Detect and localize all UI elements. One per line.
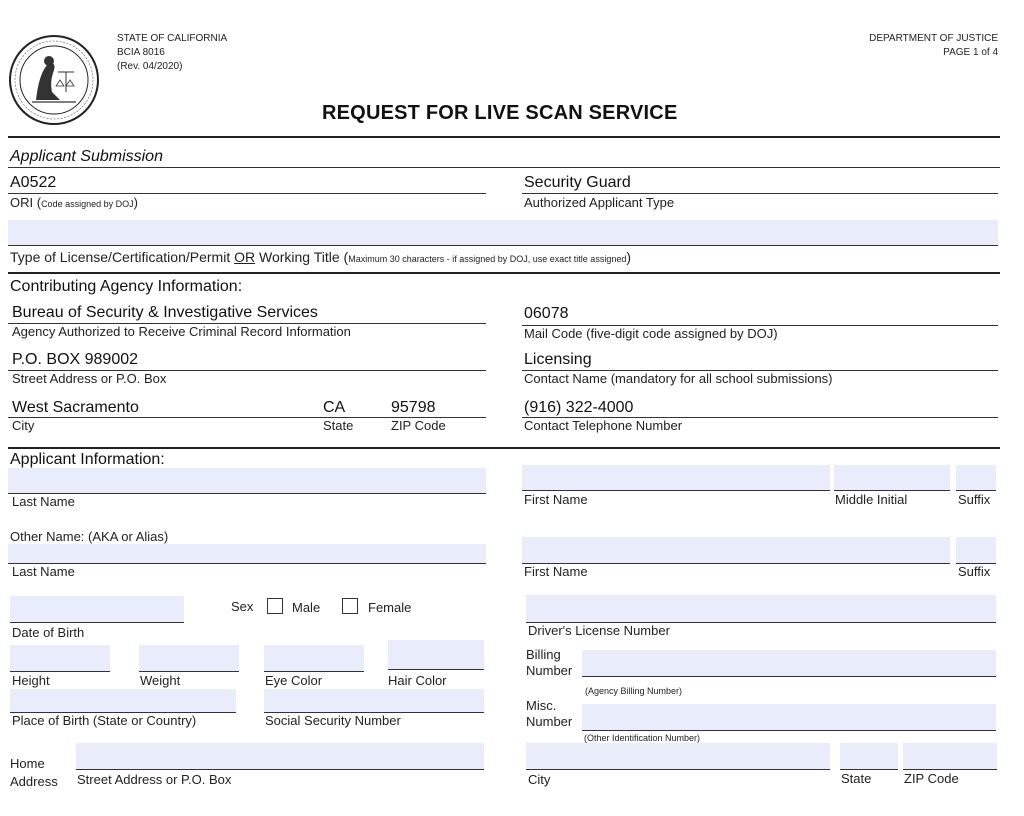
- home-zip-input[interactable]: [903, 743, 997, 770]
- ori-underline: [8, 193, 486, 194]
- place-of-birth-label: Place of Birth (State or Country): [12, 713, 197, 728]
- last-name-label: Last Name: [12, 494, 75, 509]
- contact-value[interactable]: Licensing: [524, 351, 592, 368]
- license-title-label: [10, 249, 631, 265]
- contact-label: Contact Name (mandatory for all school submissions): [524, 371, 833, 386]
- height-label: Height: [12, 673, 50, 688]
- height-input[interactable]: [10, 645, 110, 672]
- billing-number-input[interactable]: [582, 650, 996, 677]
- applicant-type-label: Authorized Applicant Type: [524, 195, 675, 210]
- female-checkbox[interactable]: [342, 598, 358, 614]
- ori-label-note: Code assigned by DOJ: [41, 199, 134, 209]
- sex-label: Sex: [231, 599, 254, 614]
- eye-color-input[interactable]: [264, 645, 364, 672]
- license-label-text-b: Working Title (: [255, 249, 349, 265]
- male-label: Male: [292, 600, 321, 615]
- page-number: PAGE 1 of 4: [943, 47, 998, 58]
- billing-label-line1: Billing: [526, 647, 561, 662]
- aka-last-name-input[interactable]: [8, 544, 486, 564]
- state-name: STATE OF CALIFORNIA: [117, 33, 228, 44]
- billing-label-line2: Number: [526, 663, 573, 678]
- dob-input[interactable]: [10, 596, 184, 623]
- billing-note: (Agency Billing Number): [585, 686, 683, 696]
- agency-label: Agency Authorized to Receive Criminal Record Information: [12, 324, 351, 339]
- zip-label: ZIP Code: [391, 418, 446, 433]
- city-label: City: [12, 418, 35, 433]
- home-zip-label: ZIP Code: [904, 771, 959, 786]
- license-title-input[interactable]: [8, 220, 998, 246]
- suffix-label: Suffix: [958, 492, 991, 507]
- hair-color-input[interactable]: [388, 640, 484, 670]
- eye-color-label: Eye Color: [265, 673, 323, 688]
- home-address-label: [10, 755, 58, 791]
- section-applicant-submission: Applicant Submission: [10, 148, 163, 165]
- license-label-or: OR: [234, 249, 256, 265]
- home-state-label: State: [841, 771, 872, 786]
- misc-note: (Other Identification Number): [584, 733, 701, 743]
- home-label-line1: Home: [10, 756, 45, 771]
- aka-suffix-input[interactable]: [956, 537, 996, 564]
- home-street-input[interactable]: [76, 743, 484, 770]
- female-label: Female: [368, 600, 412, 615]
- state-value[interactable]: CA: [323, 399, 346, 416]
- applicant-type-value[interactable]: Security Guard: [524, 174, 631, 191]
- license-label-close: ): [626, 249, 632, 265]
- ori-label: [10, 195, 138, 210]
- middle-initial-label: Middle Initial: [835, 492, 908, 507]
- city-value[interactable]: West Sacramento: [12, 399, 139, 416]
- ssn-label: Social Security Number: [265, 713, 401, 728]
- header-right: [869, 32, 998, 60]
- license-label-text: Type of License/Certification/Permit: [10, 249, 235, 265]
- street-label: Street Address or P.O. Box: [12, 371, 167, 386]
- street-value[interactable]: P.O. BOX 989002: [12, 351, 139, 368]
- middle-initial-input[interactable]: [834, 465, 950, 491]
- header-left: [117, 32, 227, 74]
- home-street-label: Street Address or P.O. Box: [77, 772, 232, 787]
- divider: [8, 447, 1000, 449]
- agency-value[interactable]: Bureau of Security & Investigative Services: [12, 304, 318, 321]
- divider: [8, 272, 1000, 274]
- misc-label-line2: Number: [526, 714, 573, 729]
- ori-value[interactable]: A0522: [10, 174, 57, 191]
- form-title: REQUEST FOR LIVE SCAN SERVICE: [322, 102, 678, 124]
- misc-label: [526, 698, 572, 730]
- form-number: BCIA 8016: [117, 47, 165, 58]
- home-city-input[interactable]: [526, 743, 830, 770]
- place-of-birth-input[interactable]: [10, 689, 236, 713]
- state-label: State: [323, 418, 354, 433]
- male-checkbox[interactable]: [267, 598, 283, 614]
- ori-label-close: ): [133, 195, 138, 210]
- weight-input[interactable]: [139, 645, 239, 672]
- department-name: DEPARTMENT OF JUSTICE: [869, 33, 998, 44]
- misc-label-line1: Misc.: [526, 698, 557, 713]
- state-seal-image: [8, 34, 100, 126]
- first-name-label: First Name: [524, 492, 588, 507]
- billing-label: [526, 647, 572, 679]
- section-contributing-agency: Contributing Agency Information:: [10, 278, 243, 295]
- phone-label: Contact Telephone Number: [524, 418, 683, 433]
- form-revision: (Rev. 04/2020): [117, 61, 183, 72]
- aka-suffix-label: Suffix: [958, 564, 991, 579]
- home-state-input[interactable]: [840, 743, 898, 770]
- ori-label-text: ORI (: [10, 195, 42, 210]
- other-name-label: Other Name: (AKA or Alias): [10, 529, 169, 544]
- license-label-note: Maximum 30 characters - if assigned by DOJ, use exact title assigned: [348, 254, 627, 264]
- dob-label: Date of Birth: [12, 625, 85, 640]
- section-applicant-info: Applicant Information:: [10, 451, 165, 468]
- aka-first-name-label: First Name: [524, 564, 588, 579]
- weight-label: Weight: [140, 673, 181, 688]
- ssn-input[interactable]: [264, 689, 484, 713]
- zip-value[interactable]: 95798: [391, 399, 436, 416]
- mailcode-label-text: Mail Code (five-digit code assigned by DOJ): [524, 326, 778, 341]
- suffix-input[interactable]: [956, 465, 996, 491]
- dl-number-input[interactable]: [526, 595, 996, 623]
- divider: [8, 136, 1000, 138]
- aka-first-name-input[interactable]: [522, 537, 950, 564]
- aka-last-name-label: Last Name: [12, 564, 75, 579]
- home-city-label: City: [528, 772, 551, 787]
- first-name-input[interactable]: [522, 465, 830, 491]
- dl-number-label: Driver's License Number: [528, 623, 670, 638]
- last-name-input[interactable]: [8, 468, 486, 494]
- divider: [8, 167, 1000, 168]
- applicant-type-underline: [522, 193, 998, 194]
- phone-value[interactable]: (916) 322-4000: [524, 399, 634, 416]
- mailcode-value[interactable]: 06078: [524, 305, 569, 322]
- misc-number-input[interactable]: [582, 704, 996, 731]
- hair-color-label: Hair Color: [388, 673, 447, 688]
- home-label-line2: Address: [10, 774, 58, 789]
